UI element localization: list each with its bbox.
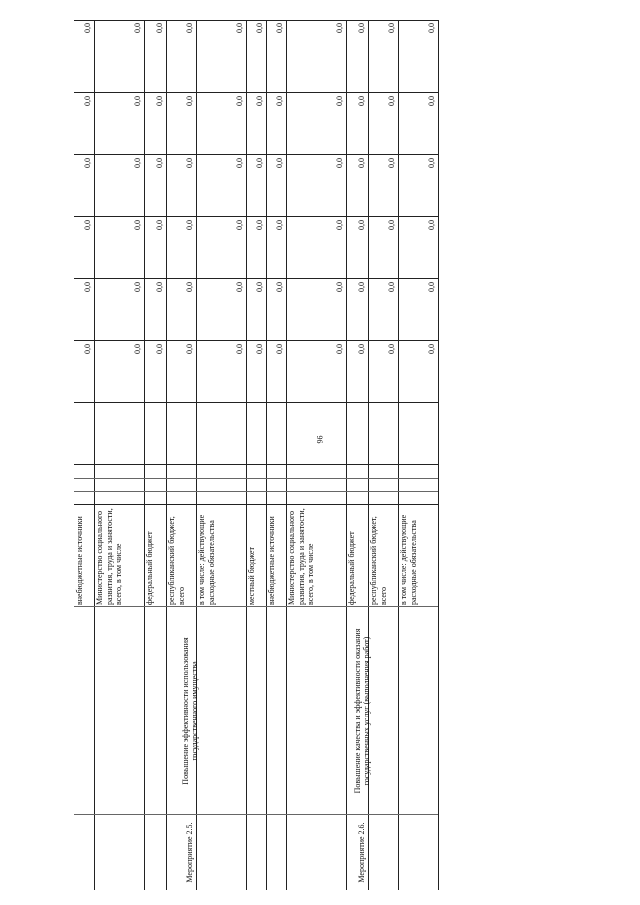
- amount-cell: 0,0: [184, 220, 194, 230]
- amount-cell: 0,0: [184, 344, 194, 354]
- amount-cell: 0,0: [184, 282, 194, 292]
- amount-cell: 0,0: [82, 158, 92, 168]
- funding-source: федеральный бюджет: [145, 531, 154, 605]
- measure-code: Мероприятие 2.5.: [185, 822, 195, 883]
- amount-cell: 0,0: [82, 282, 92, 292]
- amount-cell: 0,0: [154, 282, 164, 292]
- funding-source: республиканский бюджет, всего: [369, 516, 388, 605]
- amount-cell: 0,0: [334, 158, 344, 168]
- amount-cell: 0,0: [254, 158, 264, 168]
- amount-cell: 0,0: [234, 23, 244, 33]
- amount-cell: 0,0: [356, 344, 366, 354]
- measure-name: Повышение эффективности использования государственного имущества: [180, 637, 199, 785]
- amount-cell: 0,0: [254, 282, 264, 292]
- column-divider: [74, 814, 438, 815]
- column-divider: [74, 20, 438, 21]
- funding-source: внебюджетные источники: [75, 516, 84, 605]
- amount-cell: 0,0: [82, 344, 92, 354]
- amount-cell: 0,0: [132, 282, 142, 292]
- column-divider: [74, 491, 438, 492]
- measure-code: Мероприятие 2.6.: [357, 822, 367, 883]
- amount-cell: 0,0: [334, 220, 344, 230]
- funding-source: Министерство социального развития, труда и занятости, всего, в том числе: [95, 508, 123, 605]
- amount-cell: 0,0: [132, 158, 142, 168]
- amount-cell: 0,0: [254, 23, 264, 33]
- column-divider: [74, 278, 438, 279]
- funding-source: внебюджетные источники: [267, 516, 276, 605]
- amount-cell: 0,0: [234, 282, 244, 292]
- amount-cell: 0,0: [274, 344, 284, 354]
- amount-cell: 0,0: [334, 96, 344, 106]
- amount-cell: 0,0: [334, 282, 344, 292]
- funding-source: Министерство социального развития, труда и занятости, всего, в том числе: [287, 508, 315, 605]
- amount-cell: 0,0: [334, 344, 344, 354]
- amount-cell: 0,0: [184, 158, 194, 168]
- table-row: [74, 20, 94, 890]
- amount-cell: 0,0: [386, 282, 396, 292]
- column-divider: [74, 340, 438, 341]
- amount-cell: 0,0: [274, 158, 284, 168]
- column-divider: [74, 606, 438, 607]
- amount-cell: 0,0: [386, 220, 396, 230]
- amount-cell: 0,0: [274, 23, 284, 33]
- column-divider: [74, 154, 438, 155]
- measure-divider: [438, 20, 439, 890]
- amount-cell: 0,0: [356, 23, 366, 33]
- amount-cell: 0,0: [426, 220, 436, 230]
- column-divider: [74, 92, 438, 93]
- amount-cell: 0,0: [154, 96, 164, 106]
- column-divider: [74, 402, 438, 403]
- funding-source: в том числе: действующие расходные обязательства: [399, 514, 418, 605]
- amount-cell: 0,0: [132, 344, 142, 354]
- amount-cell: 0,0: [234, 158, 244, 168]
- amount-cell: 0,0: [274, 220, 284, 230]
- amount-cell: 0,0: [356, 96, 366, 106]
- page-number: 96: [315, 435, 325, 444]
- funding-source: федеральный бюджет: [347, 531, 356, 605]
- amount-cell: 0,0: [426, 96, 436, 106]
- amount-cell: 0,0: [334, 23, 344, 33]
- budget-table: [74, 20, 549, 890]
- rotated-page: [74, 20, 549, 890]
- amount-cell: 0,0: [234, 96, 244, 106]
- amount-cell: 0,0: [386, 23, 396, 33]
- amount-cell: 0,0: [82, 220, 92, 230]
- measure-name: Повышение качества и эффективности оказания государственных услуг (выполнения работ): [352, 628, 371, 794]
- amount-cell: 0,0: [356, 220, 366, 230]
- amount-cell: 0,0: [82, 96, 92, 106]
- amount-cell: 0,0: [82, 23, 92, 33]
- amount-cell: 0,0: [274, 96, 284, 106]
- amount-cell: 0,0: [234, 220, 244, 230]
- amount-cell: 0,0: [154, 158, 164, 168]
- amount-cell: 0,0: [132, 23, 142, 33]
- amount-cell: 0,0: [426, 158, 436, 168]
- amount-cell: 0,0: [132, 96, 142, 106]
- funding-source: местный бюджет: [247, 547, 256, 605]
- amount-cell: 0,0: [386, 158, 396, 168]
- funding-source: республиканский бюджет, всего: [167, 516, 186, 605]
- column-divider: [74, 216, 438, 217]
- amount-cell: 0,0: [234, 344, 244, 354]
- column-divider: [74, 504, 438, 505]
- amount-cell: 0,0: [184, 96, 194, 106]
- amount-cell: 0,0: [254, 220, 264, 230]
- amount-cell: 0,0: [154, 220, 164, 230]
- amount-cell: 0,0: [356, 158, 366, 168]
- amount-cell: 0,0: [154, 344, 164, 354]
- amount-cell: 0,0: [426, 282, 436, 292]
- amount-cell: 0,0: [386, 344, 396, 354]
- column-divider: [74, 478, 438, 479]
- amount-cell: 0,0: [274, 282, 284, 292]
- column-divider: [74, 464, 438, 465]
- amount-cell: 0,0: [426, 344, 436, 354]
- amount-cell: 0,0: [254, 344, 264, 354]
- amount-cell: 0,0: [254, 96, 264, 106]
- funding-source: в том числе: действующие расходные обязательства: [197, 514, 216, 605]
- amount-cell: 0,0: [386, 96, 396, 106]
- amount-cell: 0,0: [356, 282, 366, 292]
- amount-cell: 0,0: [132, 220, 142, 230]
- amount-cell: 0,0: [426, 23, 436, 33]
- amount-cell: 0,0: [154, 23, 164, 33]
- amount-cell: 0,0: [184, 23, 194, 33]
